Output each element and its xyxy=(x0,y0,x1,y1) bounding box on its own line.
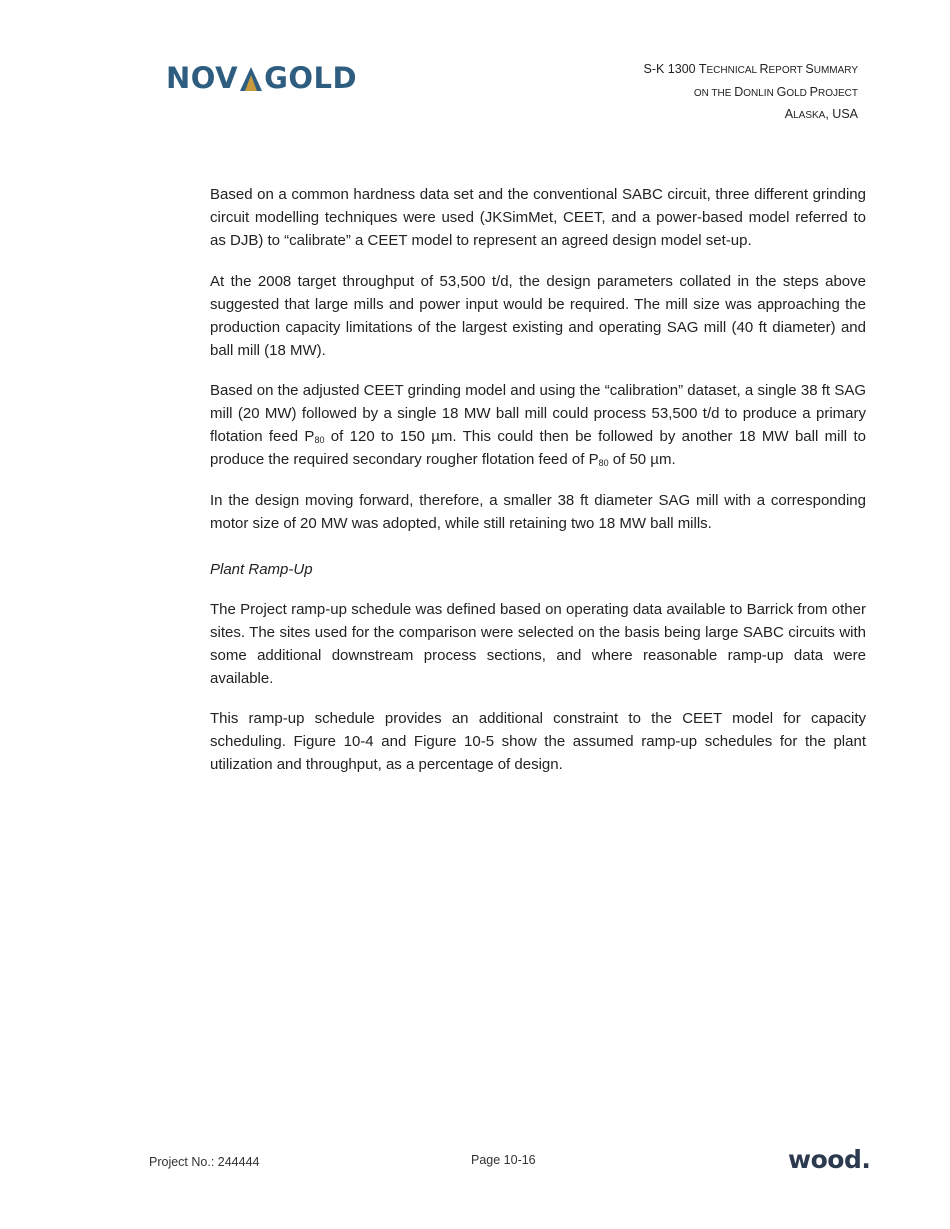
paragraph-4: In the design moving forward, therefore, a smaller 38 ft diameter SAG mill with a corresponding motor size of 20 MW was adopted, while still retaining two 18 MW ball mills. xyxy=(210,491,866,532)
paragraph-6: This ramp-up schedule provides an additional constraint to the CEET model for capacity scheduling. Figure 10-4 and Figure 10-5 show the assumed ramp-up schedules for the plant utilization and throughput, as a percentage of design. xyxy=(210,710,866,773)
paragraph-5: The Project ramp-up schedule was defined based on operating data available to Barrick from other sites. The sites used for the comparison were selected on the basis being large SABC circuits with some additional downstream process sections, and where reasonable ramp-up data were available. xyxy=(210,600,866,687)
wood-logo: wood. xyxy=(788,1145,871,1174)
logo-a-triangle-icon xyxy=(239,66,263,92)
logo-text-part1: NOV xyxy=(166,61,239,95)
novagold-logo xyxy=(166,61,358,95)
paragraph-3: Based on the adjusted CEET grinding model and using the “calibration” dataset, a single 38 ft SAG mill (20 MW) followed by a single 18 MW ball mill could process 53,500 t/d to produce a primary flotation feed $P_{80}$ of 120 to 150 µm. This could then be followed by another 18 MW ball mill to produce the required secondary rougher flotation feed of $P_{80}$ of 50 µm. xyxy=(210,382,866,468)
page-body xyxy=(210,183,866,794)
section-subheading: Plant Ramp-Up xyxy=(210,560,313,578)
header-line-3: ALASKA, USA xyxy=(784,107,858,121)
report-header xyxy=(643,59,858,127)
header-line-2: ON THE DONLIN GOLD PROJECT xyxy=(693,84,858,99)
header-line-1: S-K 1300 TECHNICAL REPORT SUMMARY xyxy=(643,62,858,76)
paragraph-1: Based on a common hardness data set and the conventional SABC circuit, three different grinding circuit modelling techniques were used (JKSimMet, CEET, and a power-based model referred to as DJB) to “calibrate” a CEET model to represent an agreed design model set-up. xyxy=(210,186,866,249)
paragraph-2: At the 2008 target throughput of 53,500 t/d, the design parameters collated in the steps above suggested that large mills and power input would be required. The mill size was approaching the production capacity limitations of the largest existing and operating SAG mill (40 ft diameter) and ball mill (18 MW). xyxy=(210,272,866,359)
logo-text-part2: GOLD xyxy=(264,61,358,95)
page-number: Page 10-16 xyxy=(471,1153,536,1167)
project-number: Project No.: 244444 xyxy=(149,1155,260,1169)
